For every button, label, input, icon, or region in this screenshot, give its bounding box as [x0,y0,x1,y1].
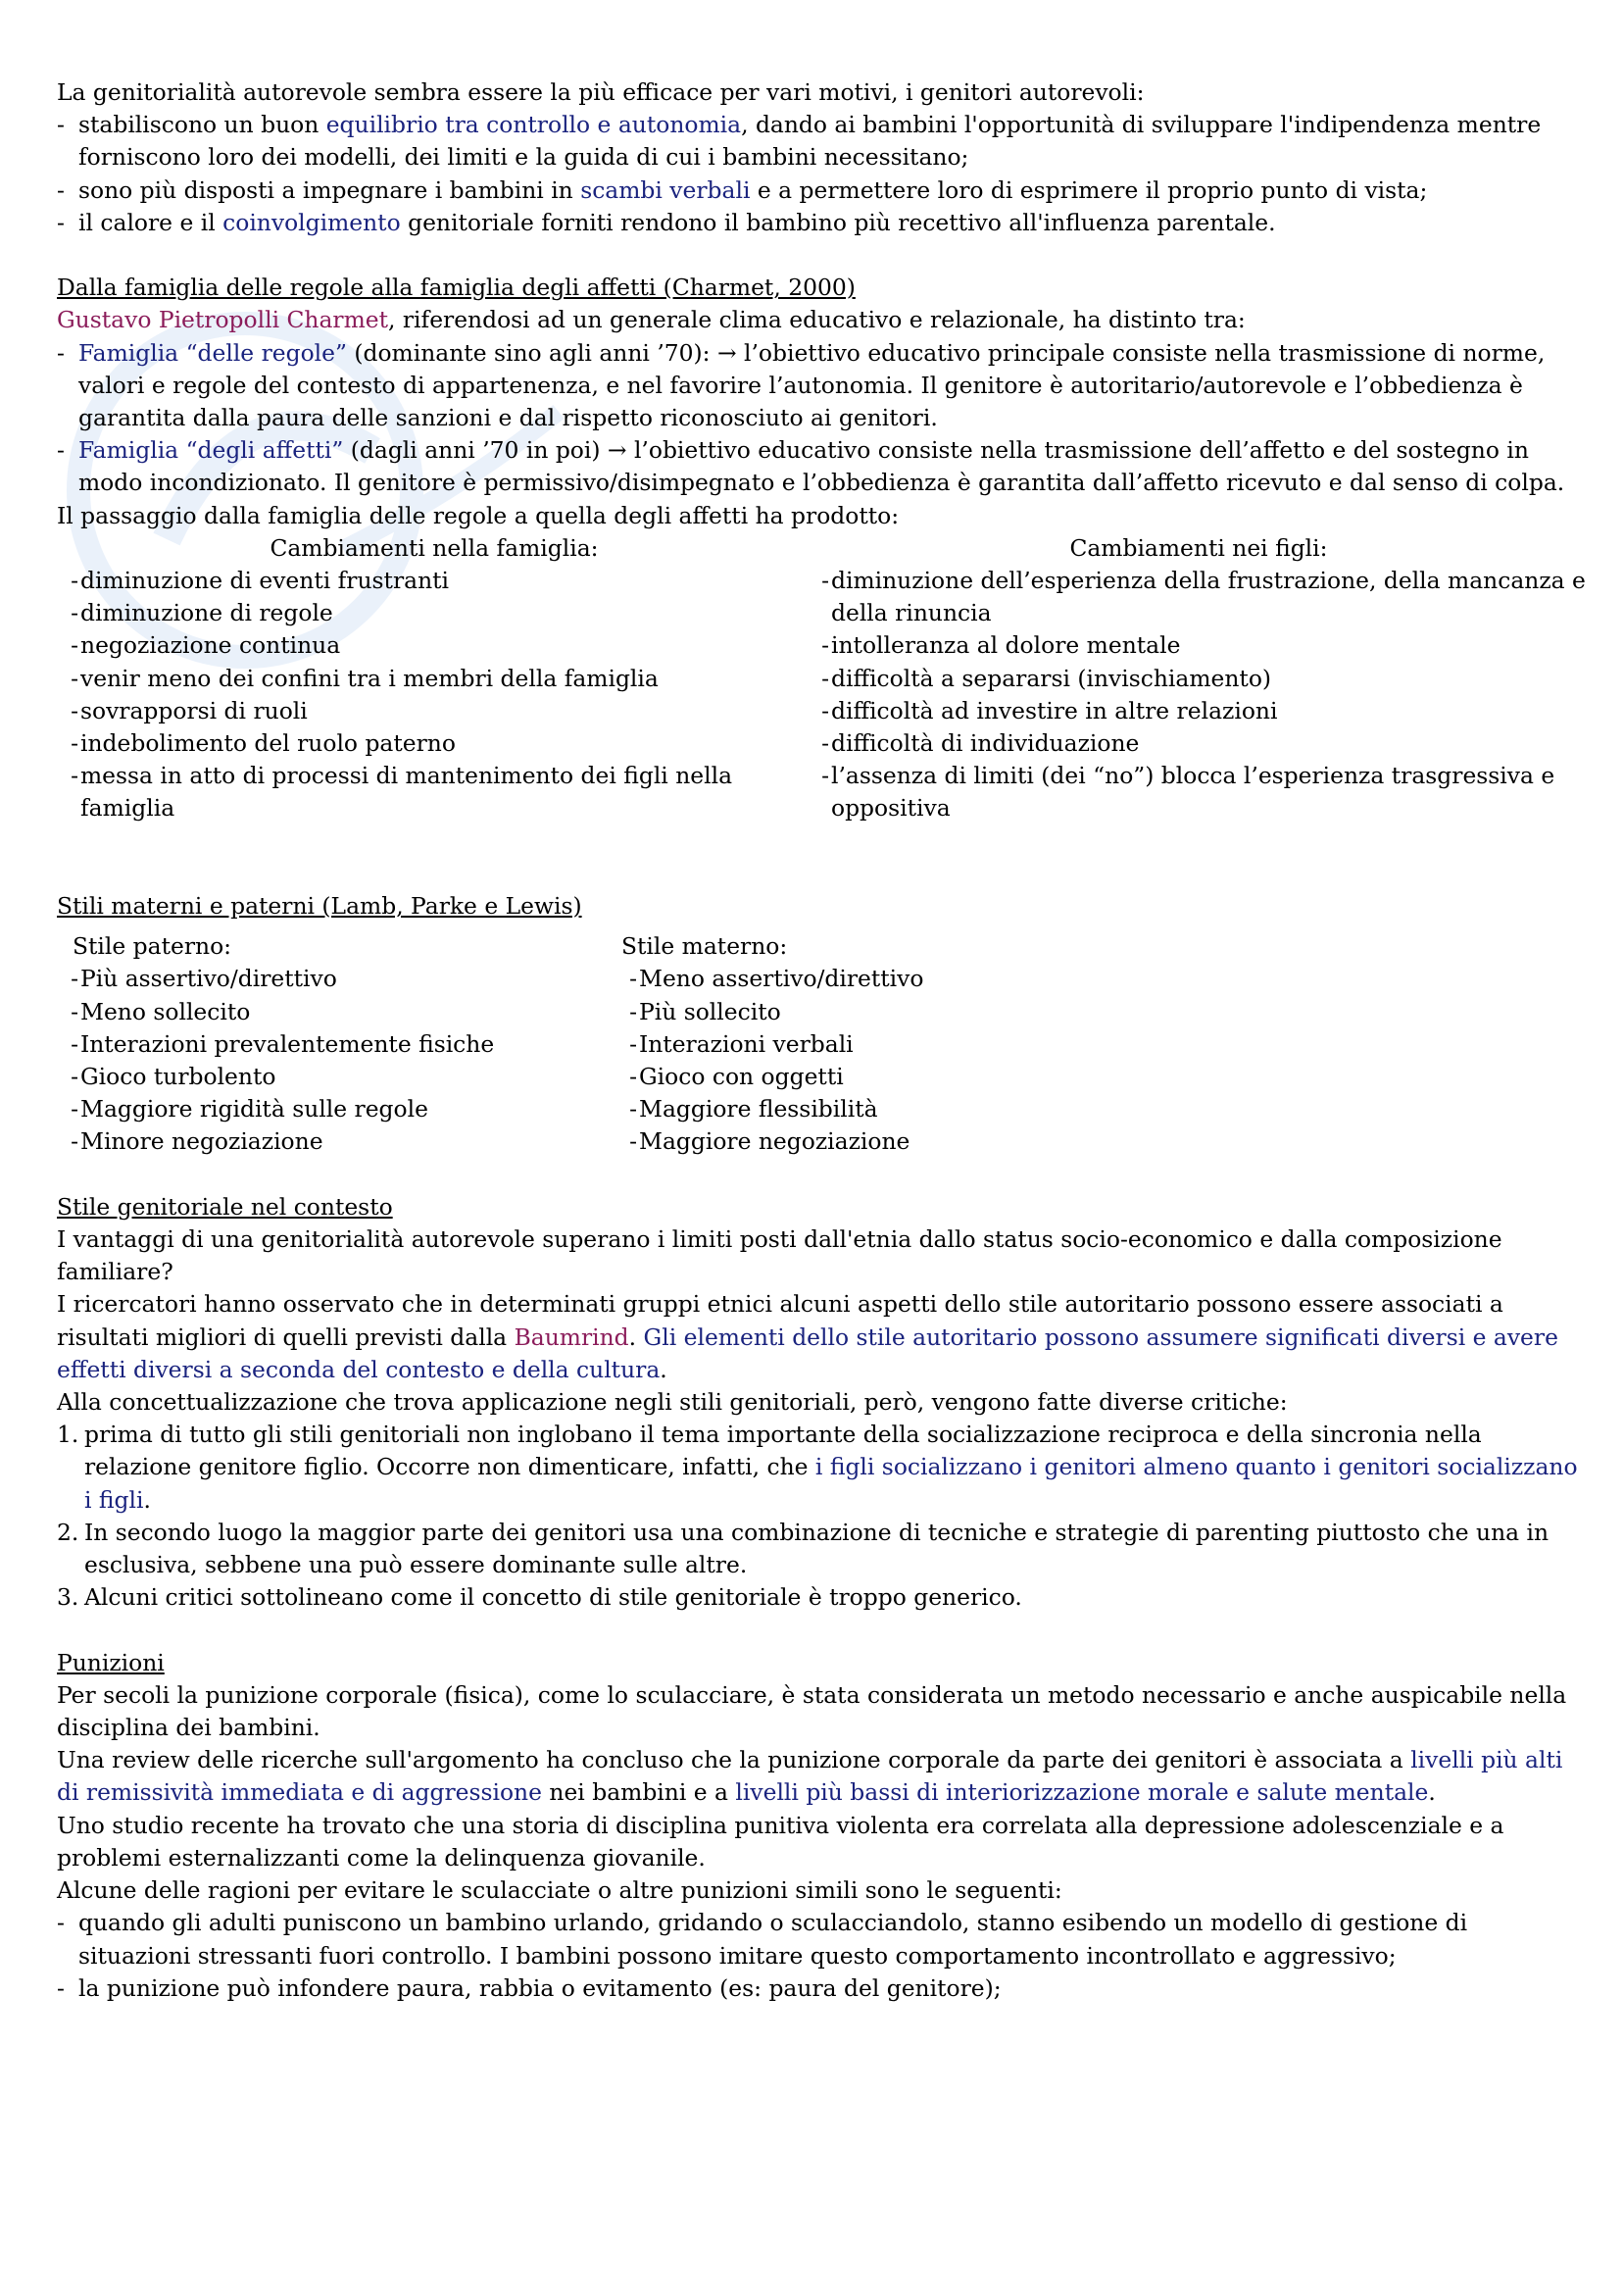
list-item: - intolleranza al dolore mentale [821,631,1181,660]
list-item: - Minore negoziazione [71,1127,323,1156]
bullet-dash: - [57,1909,65,1937]
highlight-text: Famiglia “delle regole” [78,338,347,367]
list-item: - sovrapporsi di ruoli [71,696,308,724]
list-item: - diminuzione dell’esperienza della frustrazione, della mancanza e della rinuncia [821,567,1586,627]
charmet-item-2: - Famiglia “degli affetti” (dagli anni ’70 in poi) → l’obiettivo educativo consiste nella trasmissione dell’affetto e del sostegno in modo incondizionato. Il genitore è permissivo/disimpegnato e l’obbedienza è garantita dall’affetto ricevuto e dal senso di colpa. [57,434,1586,499]
list-item: - Più sollecito [629,997,781,1025]
highlight-text: livelli più alti di remissività immediata e di aggressione [57,1746,1563,1807]
highlight-text: Gli elementi dello stile autoritario possono assumere significati diversi e avere effetti diversi a seconda del contesto e della cultura [57,1323,1558,1383]
highlight-text: scambi verbali [580,175,751,204]
list-item: - Maggiore flessibilità [629,1095,878,1123]
intro-line: La genitorialità autorevole sembra essere la più efficace per vari motivi, i genitori autorevoli: [57,78,1145,106]
contesto-p1: I vantaggi di una genitorialità autorevole superano i limiti posti dall'etnia dallo status socio-economico e dalla composizione familiare? [57,1225,1502,1286]
highlight-text: coinvolgimento [222,208,401,236]
bullet-dash: - [57,338,65,367]
highlight-text: Famiglia “degli affetti” [78,436,344,465]
author-name: Gustavo Pietropolli Charmet [57,306,388,334]
punizioni-p4: Alcune delle ragioni per evitare le sculacciate o altre punizioni simili sono le seguenti: [57,1876,1062,1905]
list-item: - negoziazione continua [71,631,341,660]
list-item: - messa in atto di processi di mantenimento dei figli nella famiglia [71,762,733,823]
charmet-intro: Gustavo Pietropolli Charmet, riferendosi ad un generale clima educativo e relazionale, ha distinto tra: [57,306,1246,334]
punizioni-p2: Una review delle ricerche sull'argomento ha concluso che la punizione corporale da parte dei genitori è associata a livelli più alti di remissività immediata e di aggressione nei bambini e a livelli più bassi di interiorizzazione morale e salute mentale. [57,1746,1563,1807]
list-item: - Più assertivo/direttivo [71,965,337,993]
highlight-text: equilibrio tra controllo e autonomia [325,111,742,139]
bullet-dash: - [57,111,65,139]
list-item: - indebolimento del ruolo paterno [71,729,456,758]
family-changes-column [57,532,812,825]
highlight-text: livelli più bassi di interiorizzazione morale e salute mentale [735,1778,1429,1807]
contesto-p3: Alla concettualizzazione che trova applicazione negli stili genitoriali, però, vengono fatte diverse critiche: [57,1388,1288,1417]
list-item: - venir meno dei confini tra i membri della famiglia [71,664,659,692]
critique-item-1: 1. prima di tutto gli stili genitoriali non inglobano il tema importante della socializzazione reciproca e della sincronia nella relazione genitore figlio. Occorre non dimenticare, infatti, che i figli socializzano i genitori almeno quanto i genitori socializzano i figli. [57,1421,1578,1514]
highlight-text: i figli socializzano i genitori almeno quanto i genitori socializzano i figli [84,1453,1578,1514]
list-item: - difficoltà ad investire in altre relazioni [821,696,1278,724]
list-item: - Meno sollecito [71,997,251,1025]
maternal-style-column [615,930,1008,1158]
paternal-style-head: Stile paterno: [73,932,232,961]
punizioni-p1: Per secoli la punizione corporale (fisica), come lo sculacciare, è stata considerata un metodo necessario e anche auspicabile nella disciplina dei bambini. [57,1680,1567,1742]
punizioni-p3: Uno studio recente ha trovato che una storia di disciplina punitiva violenta era correlata alla depressione adolescenziale e a problemi esternalizzanti come la delinquenza giovanile. [57,1811,1504,1872]
list-item: - Gioco con oggetti [629,1063,844,1091]
list-item: - Interazioni verbali [629,1029,854,1058]
list-item: - diminuzione di eventi frustranti [71,567,450,595]
document-content [57,76,1586,2005]
list-item: - difficoltà a separarsi (invischiamento) [821,664,1272,692]
section-title-contesto: Stile genitoriale nel contesto [57,1192,393,1221]
changes-columns [57,532,1586,825]
critique-item-2: 2. In secondo luogo la maggior parte dei genitori usa una combinazione di tecniche e strategie di parenting piuttosto che una in esclusiva, sebbene una può essere dominante sulle altre. [57,1518,1549,1579]
punizioni-item-1: - quando gli adulti puniscono un bambino urlando, gridando o sculacciandolo, stanno esibendo un modello di gestione di situazioni stressanti fuori controllo. I bambini possono imitare questo comportamento incontrollato e aggressivo; [57,1907,1586,1972]
punizioni-item-2: - la punizione può infondere paura, rabbia o evitamento (es: paura del genitore); [57,1972,1586,2005]
list-item: - Maggiore negoziazione [629,1127,910,1156]
list-item: - l’assenza di limiti (dei “no”) blocca l’esperienza trasgressiva e oppositiva [821,762,1555,823]
contesto-p2: I ricercatori hanno osservato che in determinati gruppi etnici alcuni aspetti dello stile autoritario possono essere associati a risultati migliori di quelli previsti dalla Baumrind. Gli elementi dello stile autoritario possono assumere significati diversi e avere effetti diversi a seconda del contesto e della cultura. [57,1290,1558,1383]
intro-item-3: - il calore e il coinvolgimento genitoriale forniti rendono il bambino più recettivo all'influenza parentale. [57,207,1586,239]
author-name: Baumrind [514,1323,629,1351]
list-item: - Meno assertivo/direttivo [629,965,924,993]
section-title-charmet: Dalla famiglia delle regole alla famiglia degli affetti (Charmet, 2000) [57,274,856,302]
bullet-dash: - [57,208,65,236]
intro-item-2: - sono più disposti a impegnare i bambini in scambi verbali e a permettere loro di esprimere il proprio punto di vista; [57,175,1586,207]
section-title-punizioni: Punizioni [57,1648,165,1676]
list-item: - Interazioni prevalentemente fisiche [71,1029,495,1058]
children-changes-column [812,532,1586,825]
critique-item-3: 3. Alcuni critici sottolineano come il concetto di stile genitoriale è troppo generico. [57,1583,1022,1612]
list-item: - difficoltà di individuazione [821,729,1140,758]
styles-columns [57,930,1586,1158]
list-item: - Gioco turbolento [71,1063,276,1091]
family-changes-head: Cambiamenti nella famiglia: [270,533,599,562]
charmet-passage: Il passaggio dalla famiglia delle regole a quella degli affetti ha prodotto: [57,501,900,529]
bullet-dash: - [57,436,65,465]
list-item: - diminuzione di regole [71,599,333,627]
children-changes-head: Cambiamenti nei figli: [1069,533,1328,562]
paternal-style-column [57,930,615,1158]
section-title-stili: Stili materni e paterni (Lamb, Parke e Lewis) [57,892,582,921]
bullet-dash: - [57,175,65,204]
list-item: - Maggiore rigidità sulle regole [71,1095,428,1123]
intro-item-1: - stabiliscono un buon equilibrio tra controllo e autonomia, dando ai bambini l'opportunità di sviluppare l'indipendenza mentre forniscono loro dei modelli, dei limiti e la guida di cui i bambini necessitano; [57,109,1586,174]
bullet-dash: - [57,1973,65,2002]
charmet-item-1: - Famiglia “delle regole” (dominante sino agli anni ’70): → l’obiettivo educativo principale consiste nella trasmissione di norme, valori e regole del contesto di appartenenza, e nel favorire l’autonomia. Il genitore è autoritario/autorevole e l’obbedienza è garantita dalla paura delle sanzioni e dal rispetto riconosciuto ai genitori. [57,337,1586,435]
maternal-style-head: Stile materno: [621,932,788,961]
